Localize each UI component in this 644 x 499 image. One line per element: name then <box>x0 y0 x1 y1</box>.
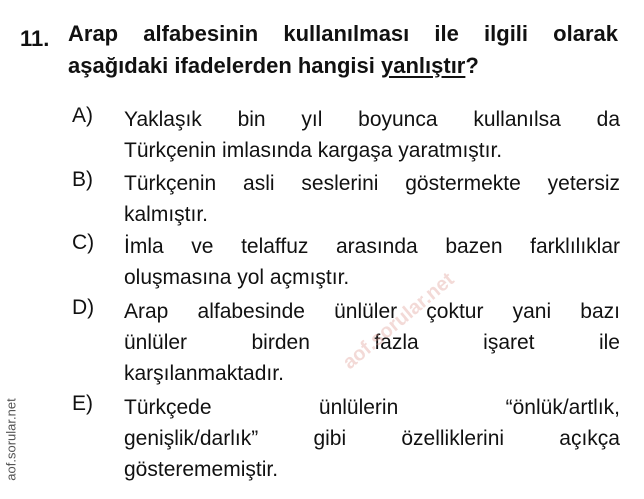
option-text <box>124 104 620 166</box>
question-line-2-prefix: aşağıdaki ifadelerden hangisi <box>68 53 381 78</box>
diagonal-watermark: aof.sorular.net <box>338 268 459 374</box>
option-letter: B) <box>72 168 93 191</box>
option-line: karşılanmaktadır. <box>124 362 284 385</box>
option-line: Türkçenin asli seslerini göstermekte yetersiz <box>124 172 620 195</box>
question-line-2 <box>68 53 479 78</box>
option-text <box>124 392 620 485</box>
question-emphasis: yanlıştır <box>381 53 466 78</box>
question-number: 11. <box>20 26 50 51</box>
question-stem <box>68 18 618 82</box>
question-line-1: Arap alfabesinin kullanılması ile ilgili olarak <box>68 21 618 46</box>
option-letter: C) <box>72 231 95 254</box>
option-line: İmla ve telaffuz arasında bazen farklılıklar <box>124 235 620 258</box>
option-line: kalmıştır. <box>124 203 209 226</box>
option-line: oluşmasına yol açmıştır. <box>124 266 350 289</box>
option-line: Türkçede ünlülerin “önlük/artlık, <box>124 396 620 419</box>
option-line: genişlik/darlık” gibi özelliklerini açıkça <box>124 427 620 450</box>
option-letter: D) <box>72 296 95 319</box>
option-letter: A) <box>72 104 93 127</box>
option-line: Yaklaşık bin yıl boyunca kullanılsa da <box>124 108 620 131</box>
side-watermark: aof.sorular.net <box>3 398 19 481</box>
option-line: ünlüler birden fazla işaret ile <box>124 331 620 354</box>
option-letter: E) <box>72 392 93 415</box>
option-text <box>124 231 620 293</box>
question-line-2-suffix: ? <box>465 53 479 78</box>
option-text <box>124 168 620 230</box>
option-line: Arap alfabesinde ünlüler çoktur yani bazı <box>124 300 620 323</box>
option-line: Türkçenin imlasında kargaşa yaratmıştır. <box>124 139 503 162</box>
option-line: gösterememiştir. <box>124 458 279 481</box>
